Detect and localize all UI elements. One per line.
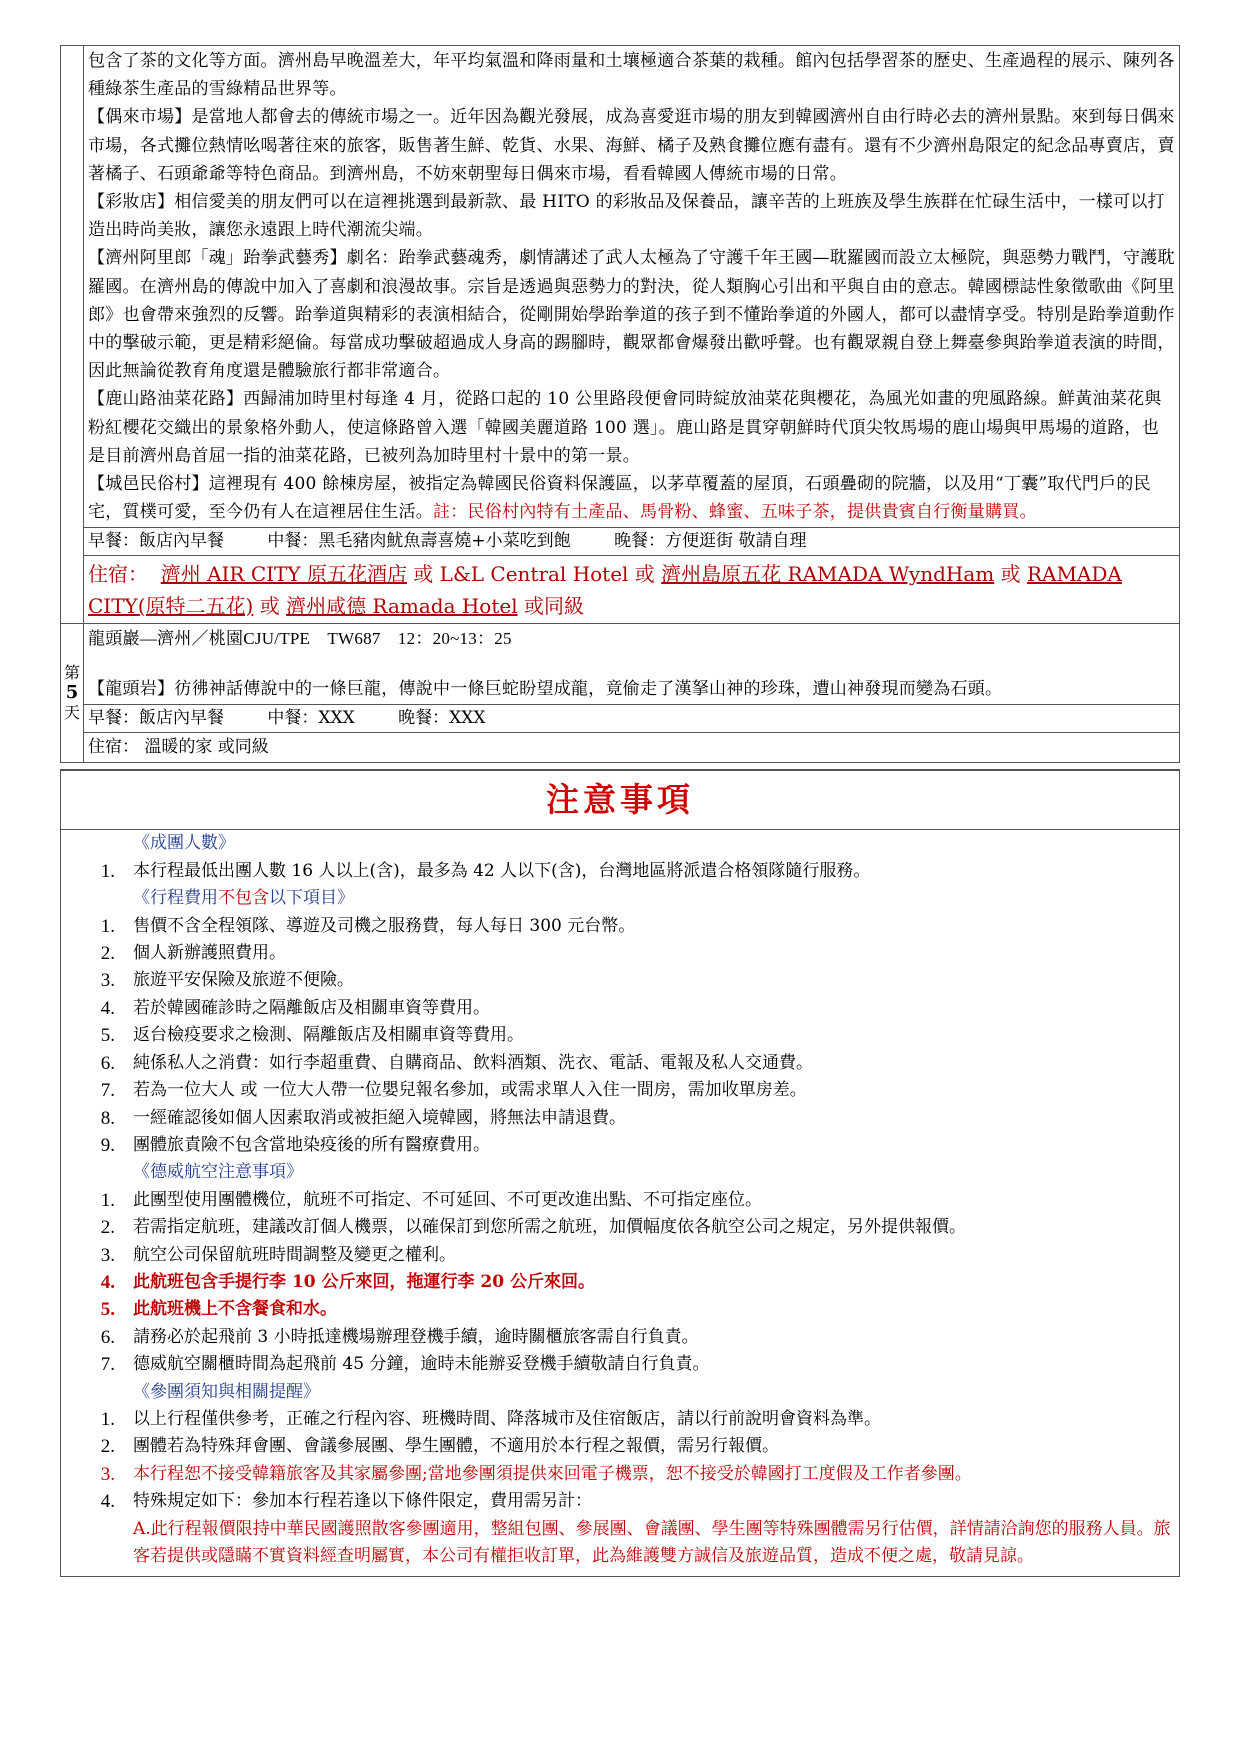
notice-body — [61, 830, 1179, 1576]
list-number: 1. — [100, 1408, 115, 1430]
list-number: 9. — [100, 1134, 115, 1156]
itinerary-page — [60, 45, 1180, 1577]
list-item — [61, 1132, 1179, 1159]
group-size-list — [61, 858, 1179, 885]
list-number: 1. — [100, 860, 115, 882]
list-item — [61, 1461, 1179, 1488]
list-item-text: 德威航空關櫃時間為起飛前 45 分鐘，逾時未能辦妥登機手續敬請自行負責。 — [133, 1354, 710, 1375]
special-rule-a: A.此行程報價限持中華民國護照散客參團適用，整組包團、參展團、會議團、學生團等特殊團體需另行估價，詳情請洽詢您的服務人員。旅客若提供或隱瞞不實資料經查明屬實，本公司有權拒收訂單，此為維護雙方誠信及旅遊品質，造成不便之處，敬請見諒。 — [133, 1518, 1171, 1567]
day5-lunch: 中餐：XXX — [267, 708, 355, 729]
day5-stay: 住宿： 溫暖的家 或同級 — [88, 737, 269, 758]
list-number: 4. — [100, 1271, 115, 1293]
list-item-text: 此團型使用團體機位，航班不可指定、不可延回、不可更改進出點、不可指定座位。 — [133, 1189, 762, 1210]
day4-dinner: 晚餐：方便逛街 敬請自理 — [614, 531, 807, 552]
list-item — [61, 940, 1179, 967]
list-number: 5. — [100, 1299, 115, 1321]
day4-content-row — [61, 46, 1180, 528]
folk-village-note: 註：民俗村內特有土產品、馬骨粉、蜂蜜、五味子茶，提供貴賓自行衡量購買。 — [433, 502, 1037, 523]
day5-label-cell — [61, 624, 84, 763]
list-item — [61, 967, 1179, 994]
day4-label-cell — [61, 46, 84, 624]
list-number: 7. — [100, 1354, 115, 1376]
list-number: 3. — [100, 1244, 115, 1266]
list-item-text: 本行程最低出團人數 16 人以上(含)，最多為 42 人以下(含)，台灣地區將派遣合格領隊隨行服務。 — [133, 860, 871, 881]
day5-label: 第 5 天 — [63, 663, 80, 723]
list-item-text: 旅遊平安保險及旅遊不便險。 — [133, 970, 354, 991]
list-item — [61, 1406, 1179, 1433]
day4-meal-row — [61, 528, 1180, 556]
section-header-excluded-costs: 《行程費用不包含以下項目》 — [133, 888, 354, 909]
list-item — [61, 1105, 1179, 1132]
dragon-head-rock-text: 【龍頭岩】彷彿神話傳說中的一條巨龍，傳說中一條巨蛇盼望成龍，竟偷走了漢拏山神的珍珠，遭山神發現而變為石頭。 — [88, 679, 1003, 700]
list-item — [61, 1022, 1179, 1049]
list-item-text: 若為一位大人 或 一位大人帶一位嬰兒報名參加，或需求單人入住一間房，需加收單房差。 — [133, 1080, 807, 1101]
hotel-ramada-wyndham: 濟州島原五花 RAMADA WyndHam — [661, 562, 995, 587]
list-item-text: 航空公司保留航班時間調整及變更之權利。 — [133, 1244, 456, 1265]
list-number: 3. — [100, 1463, 115, 1485]
list-number: 3. — [100, 970, 115, 992]
notice-section — [60, 769, 1180, 1577]
section-header-group-size: 《成團人數》 — [133, 833, 235, 854]
list-item — [61, 1050, 1179, 1077]
cosmetics-shop-text: 【彩妝店】相信愛美的朋友們可以在這裡挑選到最新款、最 HITO 的彩妝品及保養品，讓辛苦的上班族及學生族群在忙碌生活中，一樣可以打造出時尚美妝，讓您永遠跟上時代潮流尖端。 — [88, 192, 1165, 241]
day4-description — [84, 46, 1179, 527]
list-item — [61, 1324, 1179, 1351]
list-item — [61, 913, 1179, 940]
taekwondo-show-text: 【濟州阿里郎「魂」跆拳武藝秀】劇名：跆拳武藝魂秀，劇情講述了武人太極為了守護千年王國—耽羅國而設立太極院，與惡勢力戰鬥，守護耽羅國。在濟州島的傳說中加入了喜劇和浪漫故事。宗旨是透過與惡勢力的對決，從人類胸心引出和平與自由的意志。韓國標誌性象徵歌曲《阿里郎》也會帶來強烈的反響。跆拳道與精彩的表演相結合，從剛開始學跆拳道的孩子到不懂跆拳道的外國人，都可以盡情享受。特別是跆拳道動作中的擊破示範，更是精彩絕倫。每當成功擊破超過成人身高的踢腳時，觀眾都會爆發出歡呼聲。也有觀眾親自登上舞臺參與跆拳道表演的時間，因此無論從教育角度還是體驗旅行都非常適合。 — [88, 248, 1175, 382]
noksan-road-text: 【鹿山路油菜花路】西歸浦加時里村每逢 4 月，從路口起的 10 公里路段便會同時綻放油菜花與櫻花，為風光如畫的兜風路線。鮮黃油菜花與粉紅櫻花交織出的景象格外動人，使這條路曾入選「韓國美麗道路 100 選」。鹿山路是貫穿朝鮮時代頂尖牧馬場的鹿山場與甲馬場的道路，也是目前濟州島首屈一指的油菜花路，已被列為加時里村十景中的第一景。 — [88, 389, 1162, 466]
airline-notes-list — [61, 1187, 1179, 1379]
list-number: 7. — [100, 1080, 115, 1102]
list-item-text: 請務必於起飛前 3 小時抵達機場辦理登機手續，逾時關櫃旅客需自行負責。 — [133, 1326, 699, 1347]
list-item-text: 本行程恕不接受韓籍旅客及其家屬參團;當地參團須提供來回電子機票，恕不接受於韓國打工度假及工作者參團。 — [133, 1463, 972, 1484]
day5-description — [84, 624, 1179, 704]
list-item — [61, 995, 1179, 1022]
list-item-text: 若需指定航班，建議改訂個人機票，以確保訂到您所需之航班，加價幅度依各航空公司之規定，另外提供報價。 — [133, 1217, 966, 1238]
list-item — [61, 1433, 1179, 1460]
list-item — [61, 1187, 1179, 1214]
day5-dinner: 晚餐：XXX — [398, 708, 486, 729]
hotel-ll-central: L&L Central Hotel — [439, 562, 629, 587]
day4-lunch: 中餐：黑毛豬肉魷魚壽喜燒+小菜吃到飽 — [267, 531, 571, 552]
reminders-list — [61, 1406, 1179, 1516]
list-item-text: 售價不含全程領隊、導遊及司機之服務費，每人每日 300 元台幣。 — [133, 915, 636, 936]
list-item-text: 返台檢疫要求之檢測、隔離飯店及相關車資等費用。 — [133, 1025, 524, 1046]
list-item-text: 此航班包含手提行李 10 公斤來回，拖運行李 20 公斤來回。 — [133, 1271, 595, 1292]
list-item — [61, 858, 1179, 885]
list-item-text: 純係私人之消費：如行李超重費、自購商品、飲料酒類、洗衣、電話、電報及私人交通費。 — [133, 1052, 813, 1073]
folk-village-text: 【城邑民俗村】這裡現有 400 餘棟房屋，被指定為韓國民俗資料保護區，以茅草覆蓋的屋頂，石頭疊砌的院牆，以及用“丁囊”取代門戶的民宅，質樸可愛，至今仍有人在這裡居住生活。註：民俗村內特有土產品、馬骨粉、蜂蜜、五味子茶，提供貴賓自行衡量購買。 — [88, 474, 1151, 523]
day5-content-row — [61, 624, 1180, 705]
list-number: 6. — [100, 1326, 115, 1348]
day4-breakfast: 早餐：飯店內早餐 — [88, 531, 224, 552]
hotel-air-city: 濟州 AIR CITY 原五花酒店 — [160, 562, 407, 587]
day5-meal-row — [61, 705, 1180, 733]
list-item — [61, 1242, 1179, 1269]
list-item-text: 若於韓國確診時之隔離飯店及相關車資等費用。 — [133, 997, 490, 1018]
list-number: 5. — [100, 1025, 115, 1047]
section-header-airline: 《德威航空注意事項》 — [133, 1162, 303, 1183]
list-item — [61, 1296, 1179, 1323]
day4-hotels: 住宿： 濟州 AIR CITY 原五花酒店 或 L&L Central Hotel 或 濟州島原五花 RAMADA WyndHam 或 RAMADA CITY(原特二五花) 或 濟州咸德 Ramada Hotel 或同級 — [88, 562, 1122, 619]
day5-flight: 龍頭巖—濟州／桃園CJU/TPE TW687 12：20~13：25 — [88, 629, 512, 649]
list-number: 1. — [100, 915, 115, 937]
list-item-text: 團體若為特殊拜會團、會議參展團、學生團體，不適用於本行程之報價，需另行報價。 — [133, 1436, 779, 1457]
day5-stay-row — [61, 733, 1180, 763]
list-number: 1. — [100, 1189, 115, 1211]
day4-meals — [84, 528, 1179, 555]
list-item-text: 個人新辦護照費用。 — [133, 943, 286, 964]
list-item — [61, 1351, 1179, 1378]
list-number: 6. — [100, 1052, 115, 1074]
day5-meals — [84, 705, 1179, 732]
list-item — [61, 1077, 1179, 1104]
list-number: 8. — [100, 1107, 115, 1129]
list-item — [61, 1488, 1179, 1515]
notice-title: 注意事項 — [61, 771, 1179, 830]
hotel-ramada-city: RAMADA CITY(原特二五花) — [88, 562, 1122, 619]
tea-museum-text: 包含了茶的文化等方面。濟州島早晚溫差大，年平均氣溫和降雨量和土壤極適合茶葉的栽種。館內包括學習茶的歷史、生產過程的展示、陳列各種綠茶生產品的雪綠精品世界等。 — [88, 51, 1175, 100]
day4-stay-row — [61, 556, 1180, 624]
itinerary-table — [60, 45, 1180, 763]
day5-breakfast: 早餐：飯店內早餐 — [88, 708, 224, 729]
list-number: 4. — [100, 1491, 115, 1513]
list-number: 2. — [100, 943, 115, 965]
list-item-text: 一經確認後如個人因素取消或被拒絕入境韓國，將無法申請退費。 — [133, 1107, 626, 1128]
dongmun-market-text: 【偶來市場】是當地人都會去的傳統市場之一。近年因為觀光發展，成為喜愛逛市場的朋友到韓國濟州自由行時必去的濟州景點。來到每日偶來市場，各式攤位熱情吆喝著往來的旅客，販售著生鮮、乾貨、水果、海鮮、橘子及熟食攤位應有盡有。還有不少濟州島限定的紀念品專賣店，賣著橘子、石頭爺爺等特色商品。到濟州島，不妨來朝聖每日偶來市場，看看韓國人傳統市場的日常。 — [88, 107, 1175, 184]
list-number: 4. — [100, 997, 115, 1019]
list-item-text: 此航班機上不含餐食和水。 — [133, 1299, 337, 1320]
list-item-text: 以上行程僅供參考，正確之行程內容、班機時間、降落城市及住宿飯店，請以行前說明會資料為準。 — [133, 1408, 881, 1429]
hotel-hamdeok-ramada: 濟州咸德 Ramada Hotel — [286, 594, 518, 619]
section-header-reminders: 《參團須知與相關提醒》 — [133, 1381, 320, 1402]
list-item — [61, 1269, 1179, 1296]
list-number: 2. — [100, 1217, 115, 1239]
list-number: 2. — [100, 1436, 115, 1458]
list-item-text: 特殊規定如下：參加本行程若逢以下條件限定，費用需另計： — [133, 1491, 592, 1512]
excluded-costs-list — [61, 913, 1179, 1160]
list-item-text: 團體旅責險不包含當地染疫後的所有醫療費用。 — [133, 1134, 490, 1155]
list-item — [61, 1214, 1179, 1241]
